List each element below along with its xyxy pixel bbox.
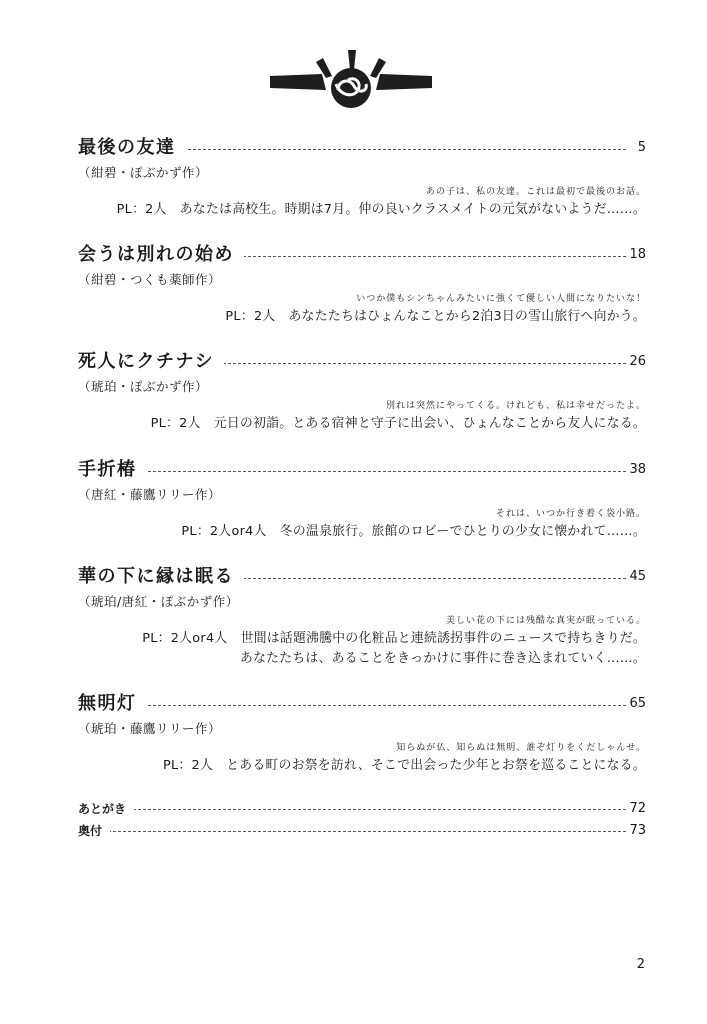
entry-author: （琥珀・藤鷹リリー作） <box>78 721 222 736</box>
page-number: 2 <box>636 957 645 972</box>
afterword-title: あとがき <box>78 800 134 818</box>
toc-entry <box>78 692 646 776</box>
entry-author: （唐紅・藤鷹リリー作） <box>78 487 222 502</box>
entry-page: 65 <box>629 696 646 711</box>
entry-summary: PL：2人 とある町のお祭を訪れ、そこで出会った少年とお祭を巡ることになる。 <box>162 758 646 773</box>
entry-quote: 別れは突然にやってくる。けれども、私は幸せだったよ。 <box>385 401 646 411</box>
afterword-page: 72 <box>629 801 646 816</box>
knot-ribbon-emblem-icon <box>270 50 432 110</box>
entry-quote: それは、いつか行き着く袋小路。 <box>495 509 646 519</box>
entry-summary: PL：2人or4人 世間は話題沸騰中の化粧品と連続誘拐事件のニュースで持ちきりだ。 <box>142 631 646 646</box>
entry-summary: PL：2人 あなたたちはひょんなことから2泊3日の雪山旅行へ向かう。 <box>225 309 646 324</box>
entry-quote: あの子は、私の友達。これは最初で最後のお話。 <box>425 187 646 197</box>
entry-summary: PL：2人 元日の初詣。とある宿神と守子に出会い、ひょんなことから友人になる。 <box>150 416 646 431</box>
entry-title: 手折椿 <box>78 458 147 482</box>
entry-author: （琥珀・ぽぶかず作） <box>78 379 209 394</box>
entry-page: 45 <box>629 569 646 584</box>
entry-page: 26 <box>629 354 646 369</box>
toc-entry <box>78 136 646 220</box>
entry-page: 5 <box>637 140 646 155</box>
toc-entry <box>78 565 646 669</box>
entry-quote: いつか僕もシンちゃんみたいに強くて優しい人間になりたいな！ <box>356 294 646 304</box>
entry-quote: 知らぬが仏、知らぬは無明、誰ぞ灯りをくだしゃんせ。 <box>396 743 646 753</box>
entry-author: （紺碧・ぽぶかず作） <box>78 165 209 180</box>
entry-title: 華の下に縁は眠る <box>78 565 244 589</box>
entry-author: （紺碧・つくも薬師作） <box>78 272 222 287</box>
dot-leader <box>78 831 626 832</box>
entry-title: 無明灯 <box>78 692 147 716</box>
entry-title: 会うは別れの始め <box>78 243 244 267</box>
entry-quote: 美しい花の下には残酷な真実が眠っている。 <box>445 616 646 626</box>
toc-entry <box>78 243 646 327</box>
entry-title: 最後の友達 <box>78 136 186 160</box>
toc-entry-afterword <box>78 800 646 818</box>
entry-summary: PL：2人or4人 冬の温泉旅行。旅館のロビーでひとりの少女に懐かれて……。 <box>181 524 646 539</box>
dot-leader <box>78 471 626 472</box>
toc-entry <box>78 458 646 542</box>
entry-page: 18 <box>629 247 646 262</box>
entry-summary: PL：2人 あなたは高校生。時期は7月。仲の良いクラスメイトの元気がないようだ……。 <box>116 202 646 217</box>
dot-leader <box>78 705 626 706</box>
entry-title: 死人にクチナシ <box>78 350 224 374</box>
toc-entry <box>78 350 646 434</box>
colophon-title: 奥付 <box>78 822 110 840</box>
entry-page: 38 <box>629 462 646 477</box>
entry-author: （琥珀/唐紅・ぽぶかず作） <box>78 594 239 609</box>
toc-entry-colophon <box>78 822 646 840</box>
entry-summary: あなたたちは、あることをきっかけに事件に巻き込まれていく……。 <box>239 651 646 666</box>
colophon-page: 73 <box>629 823 646 838</box>
dot-leader <box>78 809 626 810</box>
